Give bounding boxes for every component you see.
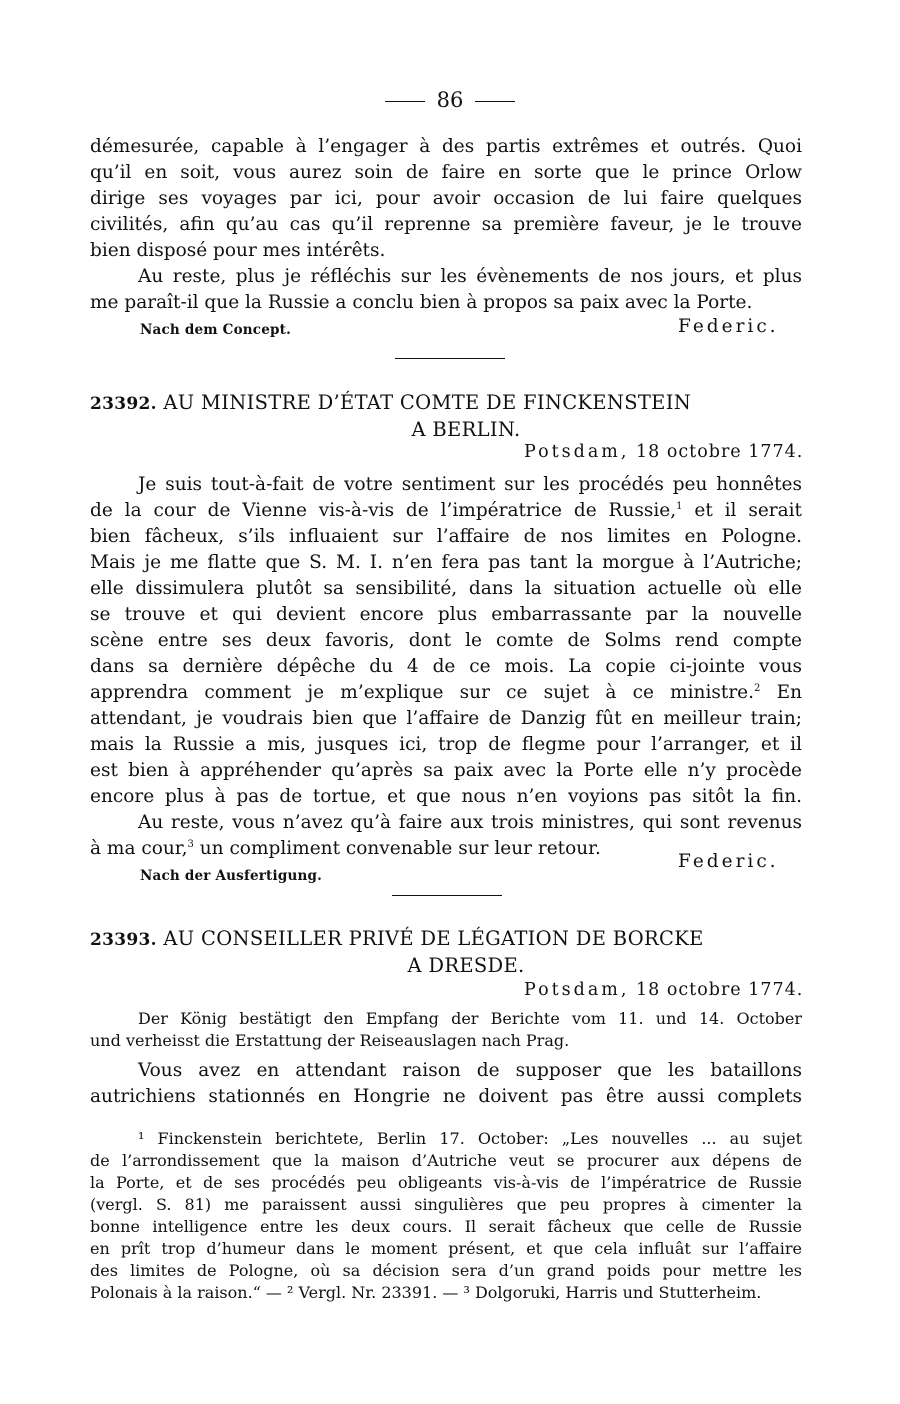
signature: Federic.	[678, 316, 779, 337]
text-line: elle dissimulera plutôt sa sensibilité, dans la situation actuelle où elle	[90, 578, 802, 599]
letter-place: Potsdam,	[524, 442, 630, 462]
text-line: à ma cour,$^3$ un compliment convenable sur leur retour.	[90, 838, 601, 859]
signature: Federic.	[678, 851, 779, 872]
summary-line: und verheisst die Erstattung der Reiseauslagen nach Prag.	[90, 1031, 570, 1050]
text-line: attendant, je voudrais bien que l’affaire de Danzig fût en meilleur train;	[90, 708, 802, 729]
letter-body	[90, 472, 802, 862]
page-number-dash-right	[475, 101, 515, 102]
place-date	[524, 980, 803, 1000]
text-line: dirige ses voyages par ici, pour avoir occasion de lui faire quelques	[90, 188, 802, 209]
text-line: Vous avez en attendant raison de supposer que les bataillons	[138, 1060, 802, 1081]
previous-letter-continuation	[90, 134, 802, 316]
text-line: scène entre ses deux favoris, dont le comte de Solms rend compte	[90, 630, 802, 651]
text-line: démesurée, capable à l’engager à des partis extrêmes et outrés. Quoi	[90, 136, 802, 157]
text-line: Au reste, plus je réfléchis sur les évènements de nos jours, et plus	[138, 266, 802, 287]
letter-summary	[90, 1008, 802, 1052]
letter-date: 18 octobre 1774.	[636, 442, 804, 462]
text-line: bien disposé pour mes intérêts.	[90, 240, 386, 261]
source-note: Nach der Ausfertigung.	[140, 868, 323, 884]
summary-line: Der König bestätigt den Empfang der Berichte vom 11. und 14. October	[138, 1009, 802, 1028]
letter-number: 23393.	[90, 930, 157, 950]
place-date	[524, 442, 803, 462]
text-line: me paraît-il que la Russie a conclu bien à propos sa paix avec la Porte.	[90, 292, 753, 313]
footnote-line: de l’arrondissement que la maison d’Autriche veut se procurer aux dépens de	[90, 1151, 802, 1170]
text-line: Mais je me flatte que S. M. I. n’en fera pas tant la morgue à l’Autriche;	[90, 552, 802, 573]
footnote-line: Polonais à la raison.“ — ² Vergl. Nr. 23391. — ³ Dolgoruki, Harris und Stutterheim.	[90, 1283, 762, 1302]
letter-date: 18 octobre 1774.	[636, 980, 804, 1000]
section-divider	[392, 895, 502, 896]
letter-place: Potsdam,	[524, 980, 630, 1000]
section-divider	[395, 358, 505, 359]
text-line: mais la Russie a mis, jusques ici, trop de flegme pour l’arranger, et il	[90, 734, 802, 755]
letter-addressee: AU MINISTRE D’ÉTAT COMTE DE FINCKENSTEIN	[163, 391, 692, 414]
footnote-line: bonne intelligence entre les deux cours. Il serait fâcheux que celle de Russie	[90, 1217, 802, 1236]
letter-addressee: AU CONSEILLER PRIVÉ DE LÉGATION DE BORCKE	[163, 927, 704, 950]
page-number: 86	[0, 88, 900, 112]
text-line: encore plus à pas de tortue, et que nous n’en voyions pas sitôt la fin.	[90, 786, 802, 807]
letter-heading	[90, 390, 802, 443]
text-line: autrichiens stationnés en Hongrie ne doivent pas être aussi complets	[90, 1086, 802, 1107]
footnote-line: ¹ Finckenstein berichtete, Berlin 17. October: „Les nouvelles ... au sujet	[138, 1129, 802, 1148]
footnote-marker: 2	[754, 682, 761, 694]
footnote-line: des limites de Pologne, où sa décision sera d’un grand poids pour mettre les	[90, 1261, 802, 1280]
letter-body	[90, 1058, 802, 1110]
text-line: bien fâcheux, s’ils influaient sur l’affaire de nos limites en Pologne.	[90, 526, 802, 547]
text-line: se trouve et qui devient encore plus embarrassante par la nouvelle	[90, 604, 802, 625]
footnote-marker: 3	[187, 838, 194, 850]
footnote-line: la Porte, et de ses procédés peu obligeants vis-à-vis de l’impératrice de Russie	[90, 1173, 802, 1192]
page-number-dash-left	[385, 101, 425, 102]
footnote-line: (vergl. S. 81) me paraissent aussi singulières que peu propres à cimenter la	[90, 1195, 802, 1214]
source-note: Nach dem Concept.	[140, 322, 291, 338]
footnote-marker: 1	[676, 500, 683, 512]
letter-destination: A BERLIN.	[411, 418, 521, 441]
text-line: dans sa dernière dépêche du 4 de ce mois. La copie ci-jointe vous	[90, 656, 802, 677]
text-line: Au reste, vous n’avez qu’à faire aux trois ministres, qui sont revenus	[138, 812, 802, 833]
text-line: Je suis tout-à-fait de votre sentiment sur les procédés peu honnêtes	[138, 474, 802, 495]
footnote-line: en prît trop d’humeur dans le moment présent, et que cela influât sur l’affaire	[90, 1239, 802, 1258]
text-line: apprendra comment je m’explique sur ce sujet à ce ministre.$^2$ En	[90, 682, 802, 703]
letter-number: 23392.	[90, 394, 157, 414]
text-line: civilités, afin qu’au cas qu’il reprenne sa première faveur, je le trouve	[90, 214, 802, 235]
footnotes	[90, 1128, 802, 1304]
text-line: de la cour de Vienne vis-à-vis de l’impératrice de Russie,$^1$ et il serait	[90, 500, 802, 521]
letter-destination: A DRESDE.	[407, 954, 525, 977]
text-line: est bien à appréhender qu’après sa paix avec la Porte elle n’y procède	[90, 760, 802, 781]
text-line: qu’il en soit, vous aurez soin de faire en sorte que le prince Orlow	[90, 162, 802, 183]
letter-heading	[90, 926, 802, 979]
